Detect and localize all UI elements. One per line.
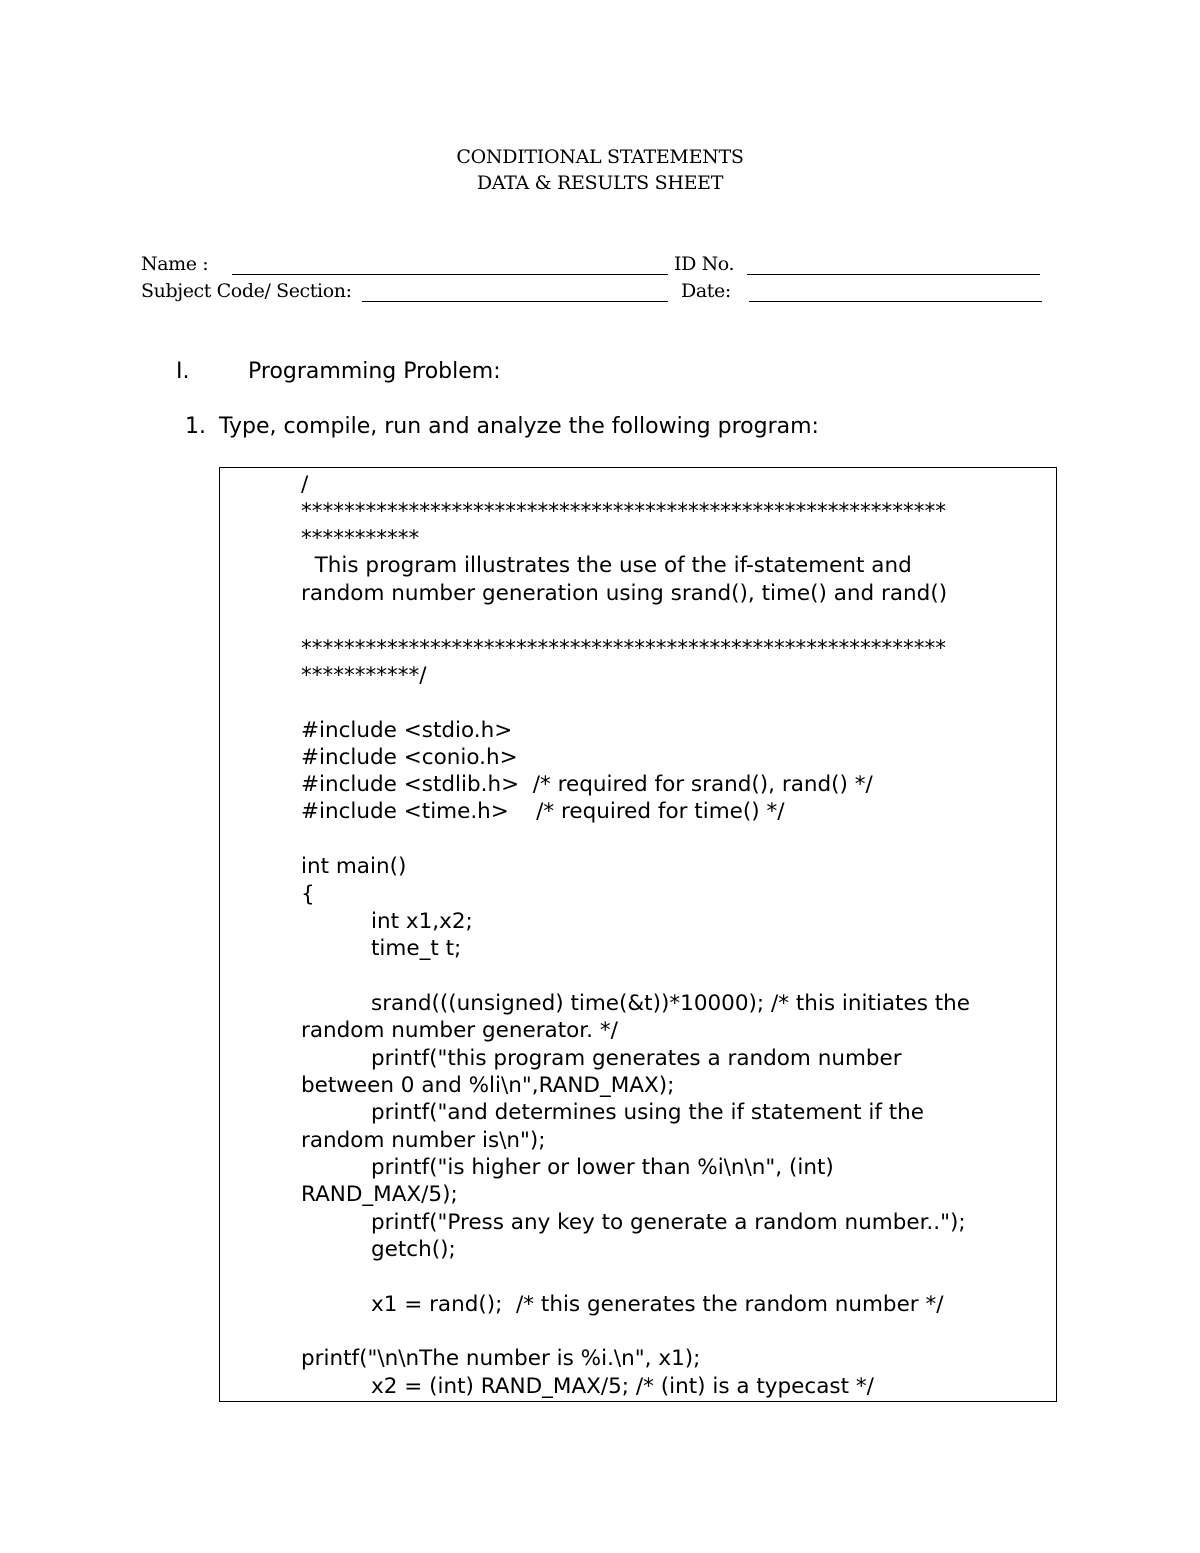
code-include-stdio: #include <stdio.h> bbox=[301, 718, 513, 743]
code-srand-a: srand(((unsigned) time(&t))*10000); /* this initiates the bbox=[371, 991, 971, 1016]
code-stars-bottom: ************************************************************ bbox=[301, 636, 946, 661]
document-title: CONDITIONAL STATEMENTS bbox=[456, 146, 744, 168]
code-printf4: printf("Press any key to generate a random number.."); bbox=[371, 1210, 966, 1235]
subject-label: Subject Code/ Section: bbox=[141, 280, 352, 302]
id-label: ID No. bbox=[674, 253, 735, 275]
section-title: Programming Problem: bbox=[248, 359, 501, 384]
code-main-signature: int main() bbox=[301, 854, 407, 879]
name-label: Name : bbox=[141, 253, 209, 275]
item-text: Type, compile, run and analyze the following program: bbox=[219, 414, 819, 439]
code-decl-ints: int x1,x2; bbox=[371, 909, 473, 934]
code-stars-close: ***********/ bbox=[301, 663, 427, 688]
code-printf1-b: between 0 and %li\n",RAND_MAX); bbox=[301, 1073, 675, 1098]
code-printf3-a: printf("is higher or lower than %i\n\n", (int) bbox=[371, 1155, 834, 1180]
code-include-time: #include <time.h> /* required for time() */ bbox=[301, 799, 785, 824]
code-stars-top: ************************************************************ bbox=[301, 499, 946, 524]
item-number: 1. bbox=[185, 414, 206, 439]
code-rand-line: x1 = rand(); /* this generates the random number */ bbox=[371, 1292, 944, 1317]
code-stars-short: *********** bbox=[301, 526, 420, 551]
code-printf2-b: random number is\n"); bbox=[301, 1128, 546, 1153]
code-brace-open: { bbox=[301, 882, 315, 907]
date-field-line[interactable] bbox=[749, 301, 1042, 302]
document-subtitle: DATA & RESULTS SHEET bbox=[476, 172, 724, 194]
code-getch: getch(); bbox=[371, 1237, 456, 1262]
section-numeral: I. bbox=[176, 359, 190, 384]
code-printf1-a: printf("this program generates a random number bbox=[371, 1046, 902, 1071]
code-printf3-b: RAND_MAX/5); bbox=[301, 1182, 458, 1207]
id-field-line[interactable] bbox=[747, 274, 1040, 275]
code-box bbox=[219, 467, 1057, 1402]
code-printf2-a: printf("and determines using the if statement if the bbox=[371, 1100, 925, 1125]
code-include-stdlib: #include <stdlib.h> /* required for srand(), rand() */ bbox=[301, 772, 873, 797]
date-label: Date: bbox=[681, 280, 731, 302]
code-comment-line2: random number generation using srand(), time() and rand() bbox=[301, 581, 948, 606]
code-comment-line1: This program illustrates the use of the if-statement and bbox=[301, 553, 912, 578]
code-x2-line: x2 = (int) RAND_MAX/5; /* (int) is a typecast */ bbox=[371, 1374, 874, 1399]
code-comment-open: / bbox=[301, 472, 309, 497]
subject-field-line[interactable] bbox=[362, 301, 668, 302]
code-include-conio: #include <conio.h> bbox=[301, 745, 518, 770]
code-srand-b: random number generator. */ bbox=[301, 1018, 618, 1043]
code-printf5: printf("\n\nThe number is %i.\n", x1); bbox=[301, 1346, 701, 1371]
code-decl-time: time_t t; bbox=[371, 936, 462, 961]
name-field-line[interactable] bbox=[232, 274, 668, 275]
